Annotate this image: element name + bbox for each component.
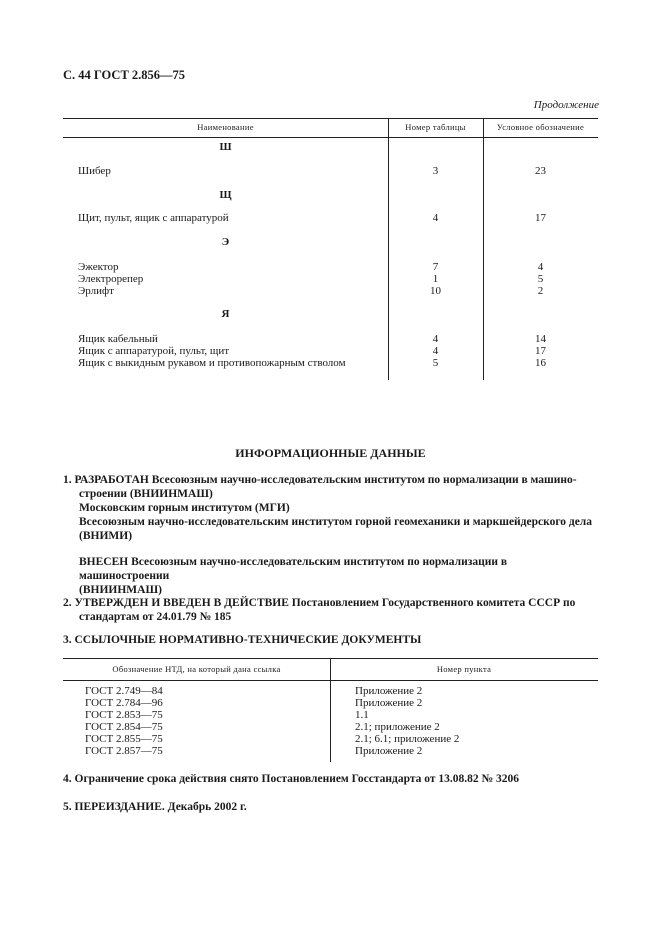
row-name: Ящик кабельный [78,333,158,345]
reference-document: ГОСТ 2.784—96 [85,697,163,709]
row-name: Шибер [78,165,111,177]
row-code: 5 [537,273,544,285]
paragraph-approved [63,596,599,624]
column-header-code: Условное обозначение [496,122,585,132]
section-title: ИНФОРМАЦИОННЫЕ ДАННЫЕ [235,446,426,460]
row-name: Эрлифт [78,285,114,297]
row-name: Ящик с аппаратурой, пульт, щит [78,345,230,357]
column-header-table: Номер таблицы [405,122,466,132]
row-table-number: 4 [432,345,439,357]
reference-item: Приложение 2 [355,685,423,697]
row-name: Эжектор [78,261,119,273]
paragraph-references: 3. ССЫЛОЧНЫЕ НОРМАТИВНО-ТЕХНИЧЕСКИЕ ДОКУМЕНТЫ [63,634,422,646]
table-row [63,285,598,298]
reference-document: ГОСТ 2.749—84 [85,685,163,697]
row-code: 16 [535,357,546,369]
reference-item: Приложение 2 [355,697,423,709]
table-row [63,721,598,733]
table-row [63,165,598,178]
row-table-number: 3 [432,165,439,177]
table-row [63,697,598,709]
continuation-label: Продолжение [533,99,599,111]
row-table-number: 4 [432,212,439,224]
table-top-rule [63,118,598,119]
symbols-table [63,118,598,380]
table-row [63,357,598,370]
reference-item: Приложение 2 [355,745,423,757]
row-name: Ящик с выкидным рукавом и противопожарным стволом [78,357,346,369]
table-header-rule [63,137,598,138]
row-table-number: 4 [432,333,439,345]
paragraph-reissue: 5. ПЕРЕИЗДАНИЕ. Декабрь 2002 г. [63,801,247,813]
row-code: 17 [535,212,546,224]
row-table-number: 5 [432,357,439,369]
reference-document: ГОСТ 2.853—75 [85,709,163,721]
row-code: 23 [535,165,546,177]
table-row [63,733,598,745]
row-name: Электрорепер [78,273,144,285]
references-table [63,658,598,762]
reference-item: 2.1; 6.1; приложение 2 [355,733,460,745]
reference-document: ГОСТ 2.857—75 [85,745,163,757]
row-table-number: 1 [432,273,439,285]
reference-item: 1.1 [355,709,369,721]
paragraph-line: строении (ВНИИНМАШ) [79,488,213,500]
table-row [63,212,598,225]
paragraph-line: стандартам от 24.01.79 № 185 [79,611,232,623]
paragraph-line: 1. РАЗРАБОТАН Всесоюзным научно-исследовательским институтом по нормализации в машино- [63,474,577,486]
paragraph-limitation: 4. Ограничение срока действия снято Постановлением Госстандарта от 13.08.82 № 3206 [63,773,519,785]
paragraph-line: 2. УТВЕРЖДЕН И ВВЕДЕН В ДЕЙСТВИЕ Постановлением Государственного комитета СССР по [63,597,576,609]
paragraph-line: (ВНИИНМАШ) [79,584,162,596]
reference-document: ГОСТ 2.855—75 [85,733,163,745]
row-table-number: 7 [432,261,439,273]
reference-item: 2.1; приложение 2 [355,721,440,733]
row-table-number: 10 [430,285,441,297]
row-code: 2 [537,285,544,297]
paragraph-line: (ВНИМИ) [79,530,133,542]
row-name: Щит, пульт, ящик с аппаратурой [78,212,229,224]
page-header: С. 44 ГОСТ 2.856—75 [63,68,186,82]
section-letter: Я [221,308,230,320]
section-letter: Ш [219,141,232,153]
row-code: 14 [535,333,546,345]
row-code: 17 [535,345,546,357]
section-letter: Щ [219,189,232,201]
reference-document: ГОСТ 2.854—75 [85,721,163,733]
paragraph-line: ВНЕСЕН Всесоюзным научно-исследовательским институтом по нормализации в машиностроении [79,556,508,582]
table-row [63,745,598,757]
table-row [63,685,598,697]
paragraph-developed [63,473,599,543]
row-code: 4 [537,261,544,273]
paragraph-line: Московским горным институтом (МГИ) [79,502,290,514]
paragraph-line: Всесоюзным научно-исследовательским институтом горной геомеханики и маркшейдерского дела [79,516,593,528]
paragraph-submitted [63,555,599,597]
column-header-name: Наименование [197,122,254,132]
table-row [63,709,598,721]
section-letter: Э [221,236,230,248]
column-header-document: Обозначение НТД, на который дана ссылка [112,664,281,674]
column-header-item: Номер пункта [436,664,492,674]
